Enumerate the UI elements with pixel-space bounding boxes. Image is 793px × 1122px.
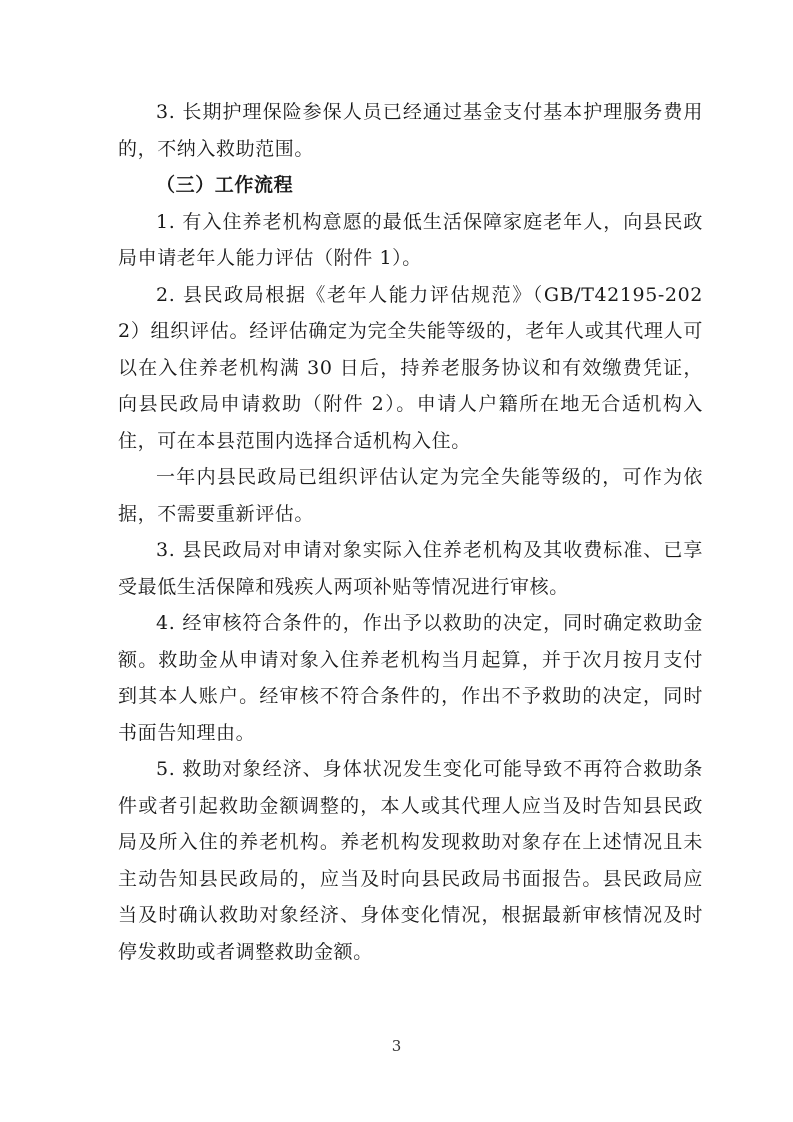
paragraph-step-2-note: 一年内县民政局已组织评估认定为完全失能等级的，可作为依据，不需要重新评估。	[118, 466, 703, 525]
paragraph-step-5: 5. 救助对象经济、身体状况发生变化可能导致不再符合救助条件或者引起救助金额调整的，本人或其代理人应当及时告知县民政局及所入住的养老机构。养老机构发现救助对象存在上述情况且未主动告知县民政局的，应当及时向县民政局书面报告。县民政局应当及时确认救助对象经济、身体变化情况，根据最新审核情况及时停发救助或者调整救助金额。	[118, 758, 703, 963]
paragraph-step-2: 2. 县民政局根据《老年人能力评估规范》（GB/T42195-2022）组织评估。经评估确定为完全失能等级的，老年人或其代理人可以在入住养老机构满 30 日后，持养老服务协议和有效缴费凭证，向县民政局申请救助（附件 2）。申请人户籍所在地无合适机构入住，可在本县范围内选择合适机构入住。	[118, 283, 703, 452]
paragraph-step-3: 3. 县民政局对申请对象实际入住养老机构及其收费标准、已享受最低生活保障和残疾人两项补贴等情况进行审核。	[118, 539, 703, 598]
document-body	[118, 94, 703, 970]
page-number: 3	[391, 1037, 402, 1055]
section-heading-workflow: （三）工作流程	[156, 174, 294, 196]
paragraph-step-1: 1. 有入住养老机构意愿的最低生活保障家庭老年人，向县民政局申请老年人能力评估（附件 1）。	[118, 210, 703, 269]
paragraph-item-3-ltc-insurance: 3. 长期护理保险参保人员已经通过基金支付基本护理服务费用的，不纳入救助范围。	[118, 101, 703, 160]
paragraph-step-4: 4. 经审核符合条件的，作出予以救助的决定，同时确定救助金额。救助金从申请对象入住养老机构当月起算，并于次月按月支付到其本人账户。经审核不符合条件的，作出不予救助的决定，同时书面告知理由。	[118, 612, 703, 744]
